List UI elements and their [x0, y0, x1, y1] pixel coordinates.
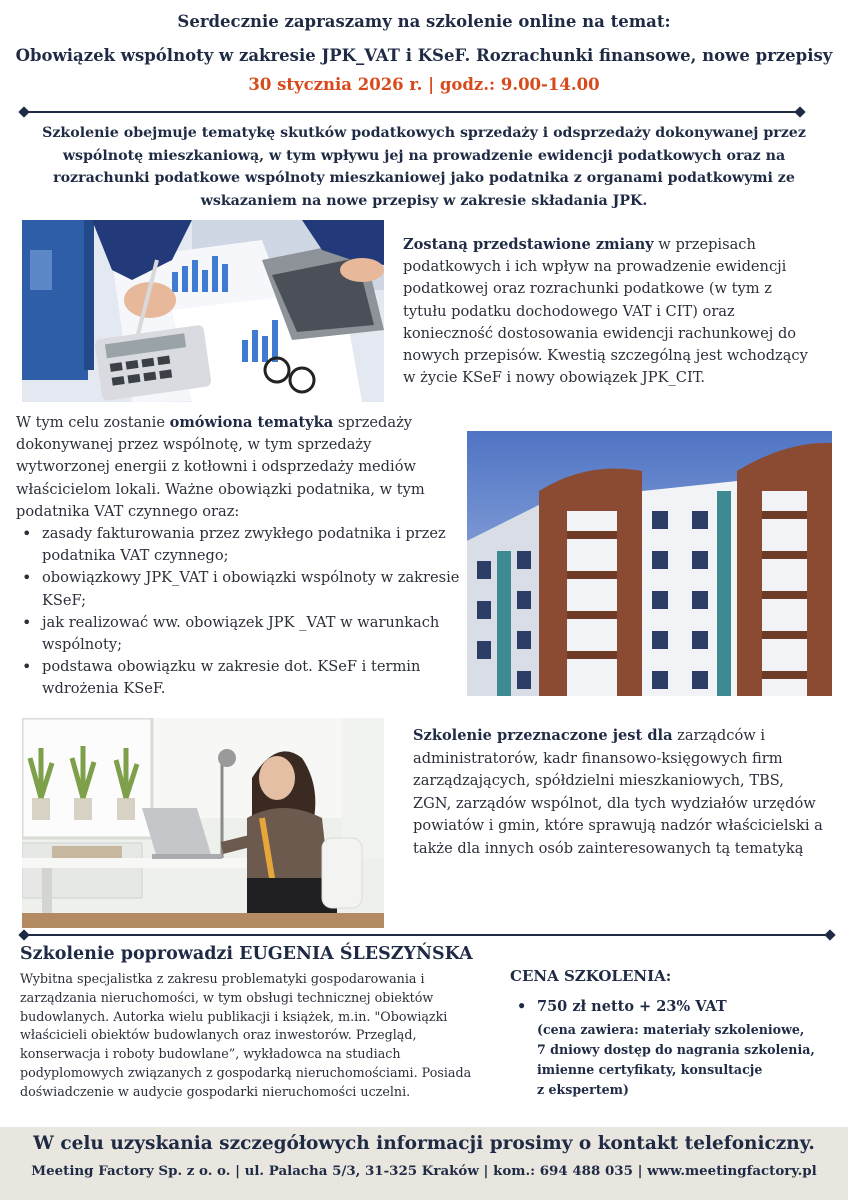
audience-lead: Szkolenie przeznaczone jest dla — [413, 727, 673, 744]
desk-photo-icon — [22, 220, 384, 402]
woman-at-laptop-photo-icon — [22, 718, 384, 928]
topics-paragraph — [16, 412, 460, 701]
trainer-bio: Wybitna specjalistka z zakresu problematyki gospodarowania i zarządzania nieruchomości, w tym obsługi technicznej obiektów budowlanych. Autorka wielu publikacji i książek, m.in. "Obowiązki właścicieli obiektów budowlanych oraz inwestorów. Przegląd, konserwacja i roboty budowlane”, wykładowca na studiach podyplomowych związanych z gospodarką nieruchomościami. Posiada doświadczenie w audycie gospodarki nieruchomości uczelni. — [20, 971, 472, 1099]
changes-paragraph — [403, 234, 813, 389]
audience-text: zarządców i administratorów, kadr finansowo-księgowych firm zarządzających, spółdzielni mieszkaniowych, TBS, ZGN, zarządów wspólnot, dla tych wydziałów urzędów powiatów i gmin, które sprawują nadzór właścicielski a także dla innych osób zainteresowanych tą tematyką — [413, 727, 823, 857]
topics-text: sprzedaży dokonywanej przez wspólnotę, w tym sprzedaży wytworzonej energii z kotłowni i odsprzedaży mediów właścicielom lokali. Ważne obowiązki podatnika, w tym podatnika VAT czynnego oraz: — [16, 414, 425, 520]
list-item: • obowiązkowy JPK_VAT i obowiązki wspólnoty w zakresie KSeF; — [16, 567, 460, 611]
section-divider — [24, 934, 830, 936]
trainer-title: Szkolenie poprowadzi EUGENIA ŚLESZYŃSKA — [20, 944, 473, 964]
footer-cta: W celu uzyskania szczegółowych informacji prosimy o kontakt telefoniczny. — [33, 1133, 815, 1154]
header-date-time: 30 stycznia 2026 r. | godz.: 9.00-14.00 — [248, 75, 600, 94]
list-item: • jak realizować ww. obowiązek JPK _VAT w warunkach wspólnoty; — [16, 612, 460, 656]
list-item: • podstawa obowiązku w zakresie dot. KSeF i termin wdrożenia KSeF. — [16, 656, 460, 700]
price-details — [537, 1020, 815, 1100]
price-detail-line: (cena zawiera: materiały szkoleniowe, — [537, 1022, 805, 1037]
topics-lead: omówiona tematyka — [169, 414, 334, 431]
header-divider — [24, 111, 800, 113]
price-detail-line: z ekspertem) — [537, 1082, 629, 1097]
footer-contact[interactable]: Meeting Factory Sp. z o. o. | ul. Palacha 5/3, 31-325 Kraków | kom.: 694 488 035 | www.meetingfactory.pl — [31, 1163, 817, 1179]
price-amount — [517, 998, 727, 1015]
building-photo-icon — [467, 431, 832, 696]
price-detail-line: 7 dniowy dostęp do nagrania szkolenia, — [537, 1042, 815, 1057]
topics-intro-text: W tym celu zostanie — [16, 414, 170, 431]
changes-text: w przepisach podatkowych i ich wpływ na prowadzenie ewidencji podatkowej oraz rozrachunki podatkowe (w tym z tytułu podatku dochodowego VAT i CIT) oraz konieczność dostosowania ewidencji rachunkowej do nowych przepisów. Kwestią szczególną jest wchodzący w życie KSeF i nowy obowiązek JPK_CIT. — [403, 236, 808, 387]
price-amount-text: 750 zł netto + 23% VAT — [537, 998, 727, 1015]
price-title: CENA SZKOLENIA: — [510, 967, 672, 985]
header-invite: Serdecznie zapraszamy na szkolenie online na temat: — [177, 12, 671, 31]
changes-lead: Zostaną przedstawione zmiany — [403, 236, 654, 253]
price-detail-line: imienne certyfikaty, konsultacje — [537, 1062, 763, 1077]
list-item: • zasady fakturowania przez zwykłego podatnika i przez podatnika VAT czynnego; — [16, 523, 460, 567]
audience-paragraph — [413, 725, 823, 860]
header-topic: Obowiązek wspólnoty w zakresie JPK_VAT i KSeF. Rozrachunki finansowe, nowe przepisy — [15, 46, 833, 65]
topics-list — [16, 523, 460, 701]
intro-paragraph: Szkolenie obejmuje tematykę skutków podatkowych sprzedaży i odsprzedaży dokonywanej przez wspólnotę mieszkaniową, w tym wpływu jej na prowadzenie ewidencji podatkowych oraz na rozrachunki podatkowe wspólnoty mieszkaniowej jako podatnika z organami podatkowymi ze wskazaniem na nowe przepisy w zakresie składania JPK. — [42, 125, 806, 209]
